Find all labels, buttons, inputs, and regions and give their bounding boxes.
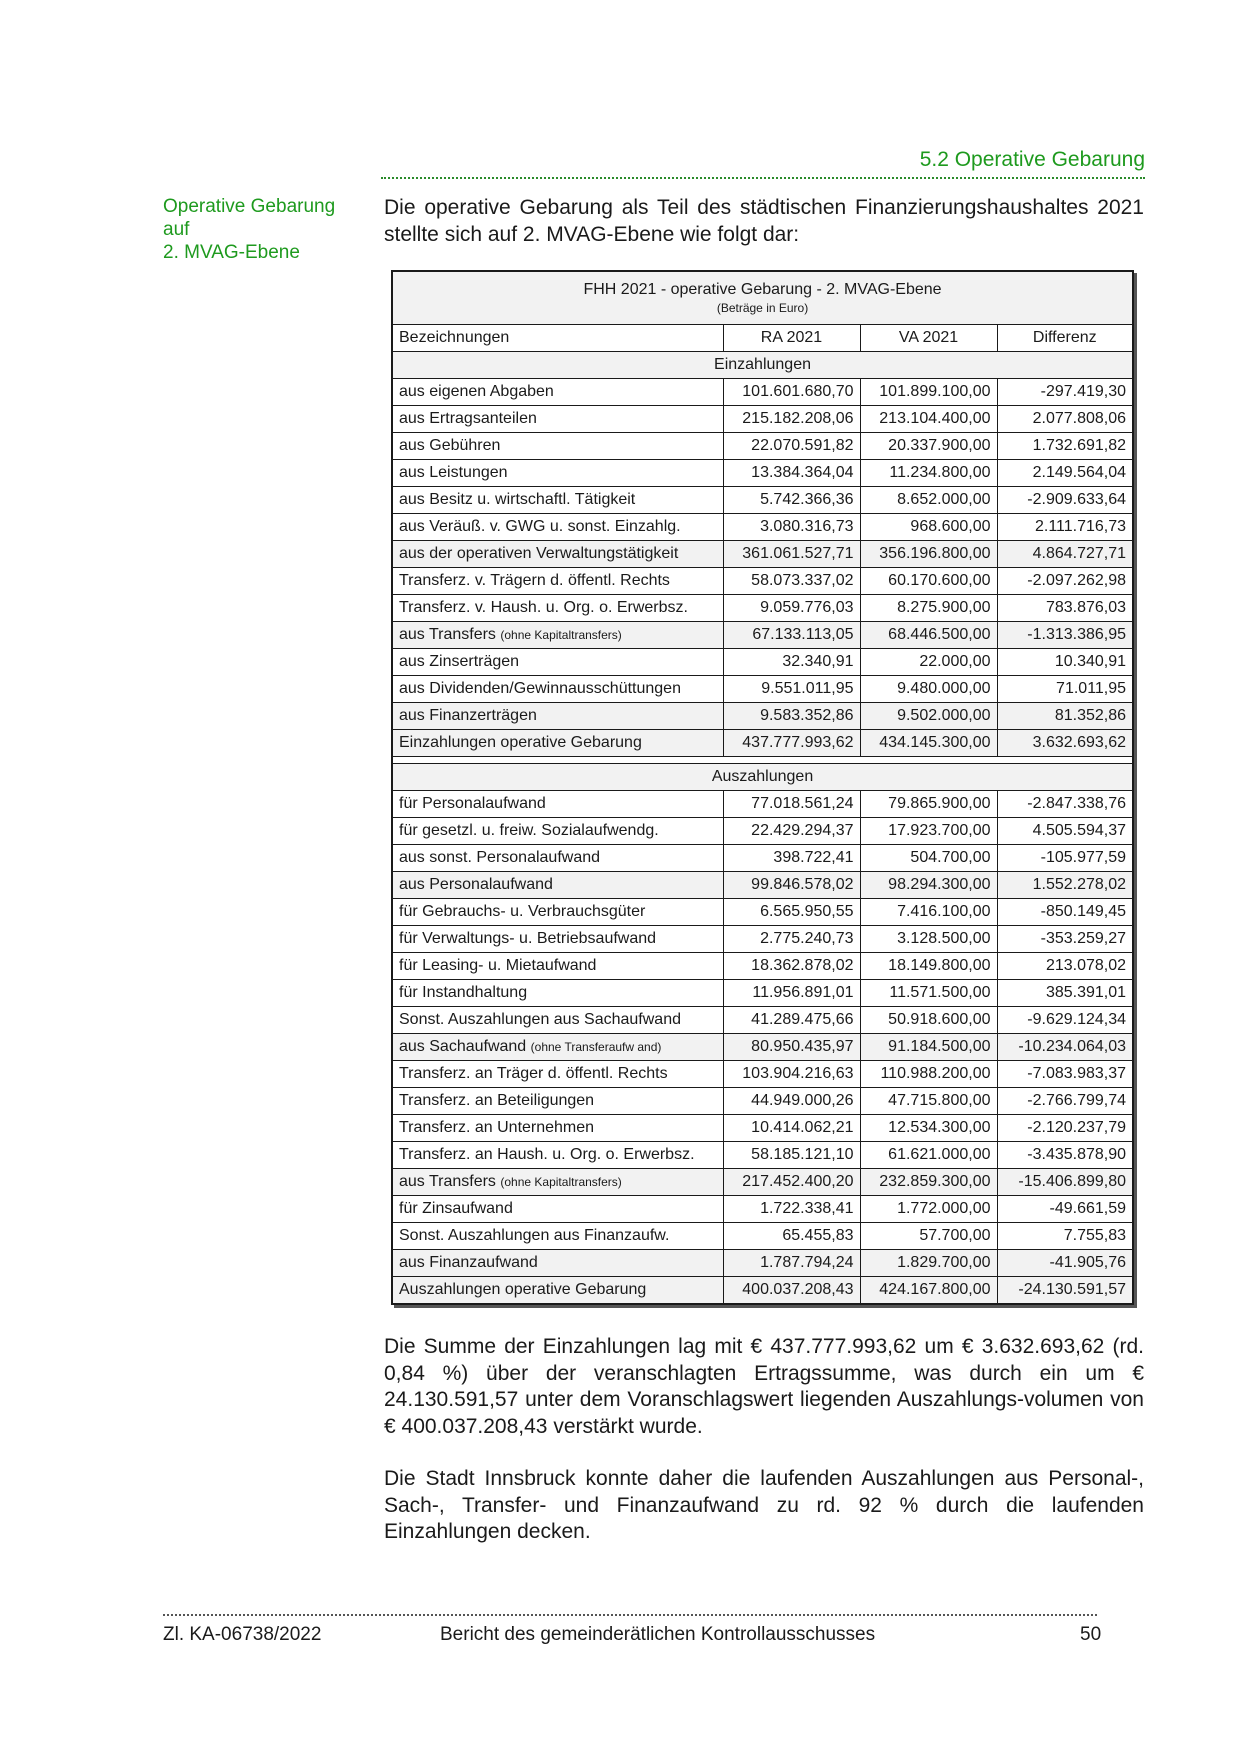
table-title-row <box>392 271 1133 325</box>
value-cell-ra: 67.133.113,05 <box>723 622 860 649</box>
row-label: aus Sachaufwand <box>399 1038 527 1055</box>
table-row <box>392 730 1133 757</box>
row-label: für Leasing- u. Mietaufwand <box>399 957 597 974</box>
table-row <box>392 1142 1133 1169</box>
table-row <box>392 487 1133 514</box>
value-cell-diff: -7.083.983,37 <box>997 1061 1133 1088</box>
value-cell-diff: 4.864.727,71 <box>997 541 1133 568</box>
intro-paragraph: Die operative Gebarung als Teil des städtischen Finanzierungshaushaltes 2021 stellte sich auf 2. MVAG-Ebene wie folgt dar: <box>384 196 1144 246</box>
row-label-cell <box>392 1088 723 1115</box>
table-row <box>392 1061 1133 1088</box>
table-row <box>392 541 1133 568</box>
value-cell-va: 8.275.900,00 <box>860 595 997 622</box>
row-label: Sonst. Auszahlungen aus Finanzaufw. <box>399 1227 670 1244</box>
value-cell-va: 7.416.100,00 <box>860 899 997 926</box>
row-label-cell <box>392 460 723 487</box>
table-row <box>392 460 1133 487</box>
value-cell-va: 50.918.600,00 <box>860 1007 997 1034</box>
column-header: Bezeichnungen <box>392 325 723 352</box>
value-cell-va: 17.923.700,00 <box>860 818 997 845</box>
table-row <box>392 899 1133 926</box>
row-label-cell <box>392 1250 723 1277</box>
footer-title: Bericht des gemeinderätlichen Kontrollausschusses <box>440 1624 876 1645</box>
row-label: Transferz. an Beteiligungen <box>399 1092 595 1109</box>
table-subtitle: (Beträge in Euro) <box>716 301 809 315</box>
section-header: Einzahlungen <box>392 352 1133 379</box>
table-row <box>392 1115 1133 1142</box>
value-cell-ra: 22.429.294,37 <box>723 818 860 845</box>
value-cell-va: 101.899.100,00 <box>860 379 997 406</box>
table-row <box>392 676 1133 703</box>
value-cell-ra: 2.775.240,73 <box>723 926 860 953</box>
header-divider <box>381 177 1145 179</box>
value-cell-va: 12.534.300,00 <box>860 1115 997 1142</box>
value-cell-ra: 11.956.891,01 <box>723 980 860 1007</box>
row-label-cell <box>392 622 723 649</box>
value-cell-ra: 9.551.011,95 <box>723 676 860 703</box>
value-cell-diff: -2.120.237,79 <box>997 1115 1133 1142</box>
table-gap <box>392 757 1133 764</box>
table-row <box>392 379 1133 406</box>
table-row <box>392 1223 1133 1250</box>
margin-note-line: auf <box>163 219 190 240</box>
row-label-cell <box>392 1142 723 1169</box>
row-label: für Gebrauchs- u. Verbrauchsgüter <box>399 903 646 920</box>
value-cell-va: 968.600,00 <box>860 514 997 541</box>
row-label: aus der operativen Verwaltungstätigkeit <box>399 545 679 562</box>
row-label-cell <box>392 433 723 460</box>
row-label-cell <box>392 818 723 845</box>
row-label-cell <box>392 1169 723 1196</box>
value-cell-ra: 5.742.366,36 <box>723 487 860 514</box>
margin-note-line: Operative Gebarung <box>163 196 336 217</box>
row-label: aus Transfers <box>399 626 496 643</box>
row-label-cell <box>392 1007 723 1034</box>
table-row <box>392 953 1133 980</box>
value-cell-va: 60.170.600,00 <box>860 568 997 595</box>
value-cell-diff: -2.847.338,76 <box>997 791 1133 818</box>
value-cell-diff: 1.732.691,82 <box>997 433 1133 460</box>
value-cell-ra: 65.455,83 <box>723 1223 860 1250</box>
table-row <box>392 514 1133 541</box>
table-row <box>392 1034 1133 1061</box>
value-cell-ra: 437.777.993,62 <box>723 730 860 757</box>
value-cell-diff: 385.391,01 <box>997 980 1133 1007</box>
row-label-cell <box>392 872 723 899</box>
table-row <box>392 433 1133 460</box>
value-cell-va: 20.337.900,00 <box>860 433 997 460</box>
value-cell-ra: 44.949.000,26 <box>723 1088 860 1115</box>
value-cell-va: 11.234.800,00 <box>860 460 997 487</box>
row-label-note: (ohne Kapitaltransfers) <box>500 628 622 642</box>
value-cell-ra: 1.722.338,41 <box>723 1196 860 1223</box>
row-label: aus Gebühren <box>399 437 501 454</box>
row-label: für Zinsaufwand <box>399 1200 513 1217</box>
value-cell-va: 18.149.800,00 <box>860 953 997 980</box>
row-label-cell <box>392 514 723 541</box>
value-cell-diff: 4.505.594,37 <box>997 818 1133 845</box>
row-label: Auszahlungen operative Gebarung <box>399 1281 647 1298</box>
margin-note <box>163 195 363 264</box>
value-cell-va: 91.184.500,00 <box>860 1034 997 1061</box>
table-row <box>392 1169 1133 1196</box>
row-label-cell <box>392 953 723 980</box>
value-cell-ra: 18.362.878,02 <box>723 953 860 980</box>
section-header-row <box>392 764 1133 791</box>
value-cell-diff: -2.097.262,98 <box>997 568 1133 595</box>
section-header: Auszahlungen <box>392 764 1133 791</box>
value-cell-va: 213.104.400,00 <box>860 406 997 433</box>
row-label: für gesetzl. u. freiw. Sozialaufwendg. <box>399 822 659 839</box>
row-label: Transferz. an Haush. u. Org. o. Erwerbsz. <box>399 1146 695 1163</box>
row-label: für Verwaltungs- u. Betriebsaufwand <box>399 930 657 947</box>
section-header-row <box>392 352 1133 379</box>
row-label: aus Zinserträgen <box>399 653 520 670</box>
value-cell-diff: 783.876,03 <box>997 595 1133 622</box>
conclusion-paragraph: Die Stadt Innsbruck konnte daher die laufenden Auszahlungen aus Personal-, Sach-, Transfer- und Finanzaufwand zu rd. 92 % durch die laufenden Einzahlungen decken. <box>384 1467 1144 1543</box>
value-cell-ra: 398.722,41 <box>723 845 860 872</box>
row-label-note: (ohne Transferaufw and) <box>530 1040 662 1054</box>
column-header: Differenz <box>997 325 1133 352</box>
row-label: aus Leistungen <box>399 464 508 481</box>
value-cell-ra: 1.787.794,24 <box>723 1250 860 1277</box>
row-label: aus sonst. Personalaufwand <box>399 849 601 866</box>
row-label: aus Dividenden/Gewinnausschüttungen <box>399 680 681 697</box>
value-cell-ra: 103.904.216,63 <box>723 1061 860 1088</box>
row-label: aus Veräuß. v. GWG u. sonst. Einzahlg. <box>399 518 681 535</box>
value-cell-diff: -10.234.064,03 <box>997 1034 1133 1061</box>
value-cell-va: 11.571.500,00 <box>860 980 997 1007</box>
value-cell-va: 504.700,00 <box>860 845 997 872</box>
value-cell-ra: 13.384.364,04 <box>723 460 860 487</box>
row-label: aus Besitz u. wirtschaftl. Tätigkeit <box>399 491 636 508</box>
financial-table <box>391 270 1134 1305</box>
value-cell-va: 1.829.700,00 <box>860 1250 997 1277</box>
value-cell-ra: 9.059.776,03 <box>723 595 860 622</box>
table-row <box>392 872 1133 899</box>
footer-divider <box>163 1614 1097 1616</box>
row-label: aus Transfers <box>399 1173 496 1190</box>
table-row <box>392 926 1133 953</box>
row-label-cell <box>392 1115 723 1142</box>
value-cell-diff: -1.313.386,95 <box>997 622 1133 649</box>
table-row <box>392 595 1133 622</box>
value-cell-ra: 3.080.316,73 <box>723 514 860 541</box>
table-row <box>392 980 1133 1007</box>
row-label-cell <box>392 568 723 595</box>
row-label-cell <box>392 926 723 953</box>
table-row <box>392 845 1133 872</box>
section-title: 5.2 Operative Gebarung <box>919 148 1145 171</box>
row-label: für Personalaufwand <box>399 795 546 812</box>
table-row <box>392 1196 1133 1223</box>
value-cell-diff: -15.406.899,80 <box>997 1169 1133 1196</box>
value-cell-va: 9.502.000,00 <box>860 703 997 730</box>
value-cell-ra: 80.950.435,97 <box>723 1034 860 1061</box>
table-row <box>392 1088 1133 1115</box>
value-cell-diff: -105.977,59 <box>997 845 1133 872</box>
value-cell-diff: 71.011,95 <box>997 676 1133 703</box>
value-cell-diff: 213.078,02 <box>997 953 1133 980</box>
row-label: aus Finanzerträgen <box>399 707 537 724</box>
value-cell-diff: -2.909.633,64 <box>997 487 1133 514</box>
row-label-cell <box>392 406 723 433</box>
row-label-cell <box>392 676 723 703</box>
table-row <box>392 791 1133 818</box>
value-cell-diff: -850.149,45 <box>997 899 1133 926</box>
value-cell-diff: -41.905,76 <box>997 1250 1133 1277</box>
row-label: aus Finanzaufwand <box>399 1254 538 1271</box>
row-label: Transferz. v. Trägern d. öffentl. Rechts <box>399 572 670 589</box>
value-cell-va: 232.859.300,00 <box>860 1169 997 1196</box>
value-cell-va: 61.621.000,00 <box>860 1142 997 1169</box>
value-cell-va: 22.000,00 <box>860 649 997 676</box>
row-label: Sonst. Auszahlungen aus Sachaufwand <box>399 1011 681 1028</box>
table-row <box>392 1007 1133 1034</box>
value-cell-ra: 99.846.578,02 <box>723 872 860 899</box>
row-label-cell <box>392 1061 723 1088</box>
value-cell-va: 8.652.000,00 <box>860 487 997 514</box>
value-cell-va: 1.772.000,00 <box>860 1196 997 1223</box>
value-cell-diff: -297.419,30 <box>997 379 1133 406</box>
table-row <box>392 568 1133 595</box>
row-label-cell <box>392 980 723 1007</box>
row-label-cell <box>392 1034 723 1061</box>
value-cell-diff: 2.149.564,04 <box>997 460 1133 487</box>
value-cell-diff: -49.661,59 <box>997 1196 1133 1223</box>
value-cell-ra: 58.185.121,10 <box>723 1142 860 1169</box>
value-cell-va: 110.988.200,00 <box>860 1061 997 1088</box>
value-cell-ra: 400.037.208,43 <box>723 1277 860 1305</box>
page-number: 50 <box>1080 1624 1102 1645</box>
value-cell-diff: 2.111.716,73 <box>997 514 1133 541</box>
value-cell-ra: 32.340,91 <box>723 649 860 676</box>
footer-reference: Zl. KA-06738/2022 <box>163 1624 322 1645</box>
value-cell-ra: 215.182.208,06 <box>723 406 860 433</box>
summary-paragraph: Die Summe der Einzahlungen lag mit € 437.777.993,62 um € 3.632.693,62 (rd. 0,84 %) über der veranschlagten Ertragssumme, was durch ein um € 24.130.591,57 unter dem Voranschlagswert liegenden Auszahlungs-volumen von € 400.037.208,43 verstärkt wurde. <box>384 1335 1144 1438</box>
column-header-row <box>392 325 1133 352</box>
value-cell-va: 57.700,00 <box>860 1223 997 1250</box>
row-label: aus Personalaufwand <box>399 876 553 893</box>
row-label: Transferz. an Träger d. öffentl. Rechts <box>399 1065 668 1082</box>
value-cell-diff: 3.632.693,62 <box>997 730 1133 757</box>
value-cell-ra: 10.414.062,21 <box>723 1115 860 1142</box>
column-header: VA 2021 <box>860 325 997 352</box>
table-row <box>392 1277 1133 1305</box>
row-label: Einzahlungen operative Gebarung <box>399 734 642 751</box>
value-cell-va: 98.294.300,00 <box>860 872 997 899</box>
row-label-cell <box>392 379 723 406</box>
value-cell-diff: 2.077.808,06 <box>997 406 1133 433</box>
value-cell-va: 9.480.000,00 <box>860 676 997 703</box>
value-cell-ra: 58.073.337,02 <box>723 568 860 595</box>
value-cell-va: 424.167.800,00 <box>860 1277 997 1305</box>
row-label-cell <box>392 791 723 818</box>
value-cell-ra: 9.583.352,86 <box>723 703 860 730</box>
value-cell-diff: -353.259,27 <box>997 926 1133 953</box>
value-cell-ra: 217.452.400,20 <box>723 1169 860 1196</box>
value-cell-ra: 41.289.475,66 <box>723 1007 860 1034</box>
value-cell-ra: 6.565.950,55 <box>723 899 860 926</box>
table-row <box>392 1250 1133 1277</box>
value-cell-va: 47.715.800,00 <box>860 1088 997 1115</box>
row-label: Transferz. an Unternehmen <box>399 1119 595 1136</box>
value-cell-va: 79.865.900,00 <box>860 791 997 818</box>
row-label-cell <box>392 703 723 730</box>
row-label-cell <box>392 487 723 514</box>
value-cell-ra: 77.018.561,24 <box>723 791 860 818</box>
value-cell-va: 68.446.500,00 <box>860 622 997 649</box>
table-row <box>392 649 1133 676</box>
value-cell-diff: -24.130.591,57 <box>997 1277 1133 1305</box>
row-label: aus Ertragsanteilen <box>399 410 537 427</box>
column-header: RA 2021 <box>723 325 860 352</box>
row-label-cell <box>392 1223 723 1250</box>
row-label-cell <box>392 1196 723 1223</box>
row-label: für Instandhaltung <box>399 984 528 1001</box>
value-cell-diff: 10.340,91 <box>997 649 1133 676</box>
row-label-note: (ohne Kapitaltransfers) <box>500 1175 622 1189</box>
row-label-cell <box>392 730 723 757</box>
table-row <box>392 818 1133 845</box>
value-cell-diff: -9.629.124,34 <box>997 1007 1133 1034</box>
value-cell-ra: 101.601.680,70 <box>723 379 860 406</box>
table-row <box>392 406 1133 433</box>
row-label: aus eigenen Abgaben <box>399 383 554 400</box>
value-cell-diff: -3.435.878,90 <box>997 1142 1133 1169</box>
value-cell-diff: 81.352,86 <box>997 703 1133 730</box>
row-label-cell <box>392 1277 723 1305</box>
value-cell-ra: 361.061.527,71 <box>723 541 860 568</box>
row-label-cell <box>392 595 723 622</box>
value-cell-va: 3.128.500,00 <box>860 926 997 953</box>
row-label-cell <box>392 649 723 676</box>
value-cell-diff: 7.755,83 <box>997 1223 1133 1250</box>
table-row <box>392 703 1133 730</box>
margin-note-line: 2. MVAG-Ebene <box>163 242 300 263</box>
value-cell-va: 434.145.300,00 <box>860 730 997 757</box>
value-cell-ra: 22.070.591,82 <box>723 433 860 460</box>
value-cell-diff: -2.766.799,74 <box>997 1088 1133 1115</box>
row-label: Transferz. v. Haush. u. Org. o. Erwerbsz. <box>399 599 688 616</box>
row-label-cell <box>392 541 723 568</box>
row-label-cell <box>392 845 723 872</box>
value-cell-va: 356.196.800,00 <box>860 541 997 568</box>
table-title: FHH 2021 - operative Gebarung - 2. MVAG-Ebene <box>583 281 942 298</box>
row-label-cell <box>392 899 723 926</box>
value-cell-diff: 1.552.278,02 <box>997 872 1133 899</box>
table-row <box>392 622 1133 649</box>
